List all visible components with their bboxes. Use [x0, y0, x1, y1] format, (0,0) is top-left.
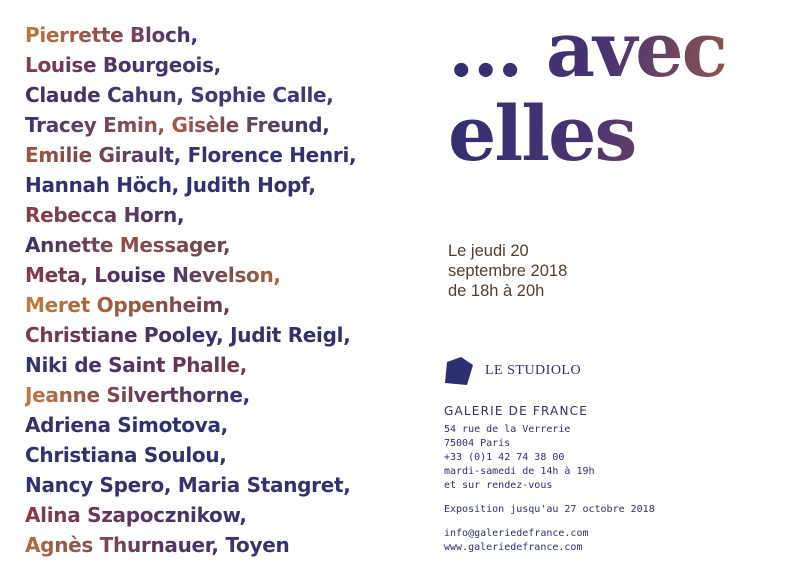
artist-line: Annette Messager,: [25, 230, 230, 260]
artist-line: Christiana Soulou,: [25, 440, 227, 470]
exhibition-end-date: Exposition jusqu'au 27 octobre 2018: [444, 504, 655, 515]
artist-row: [25, 230, 425, 260]
artist-row: [25, 20, 425, 50]
gallery-info: [444, 403, 655, 555]
gallery-hours-appointment: et sur rendez-vous: [444, 480, 553, 491]
artist-row: [25, 290, 425, 320]
artist-row: [25, 50, 425, 80]
gallery-hours: mardi-samedi de 14h à 19h: [444, 466, 595, 477]
artist-row: [25, 320, 425, 350]
artist-row: [25, 350, 425, 380]
studiolo-logo: [444, 356, 581, 386]
artist-line: Emilie Girault, Florence Henri,: [25, 140, 356, 170]
artist-line: Rebecca Horn,: [25, 200, 184, 230]
artist-line: Agnès Thurnauer, Toyen: [25, 530, 289, 560]
artist-line: Pierrette Bloch,: [25, 20, 198, 50]
event-date: [448, 241, 567, 301]
artist-row: [25, 410, 425, 440]
artist-list: [25, 20, 425, 560]
artist-line: Louise Bourgeois,: [25, 50, 221, 80]
title-line-1: ... avec: [448, 5, 726, 94]
artist-line: Hannah Höch, Judith Hopf,: [25, 170, 316, 200]
gallery-name: GALERIE DE FRANCE: [444, 404, 588, 418]
artist-row: [25, 470, 425, 500]
gallery-website-link[interactable]: www.galeriedefrance.com: [444, 542, 583, 553]
artist-line: Jeanne Silverthorne,: [25, 380, 250, 410]
artist-row: [25, 170, 425, 200]
artist-line: Meret Oppenheim,: [25, 290, 230, 320]
date-line-2: septembre 2018: [448, 262, 568, 280]
artist-line: Niki de Saint Phalle,: [25, 350, 247, 380]
artist-line: Claude Cahun, Sophie Calle,: [25, 80, 334, 110]
title-line-2: elles: [448, 89, 636, 178]
artist-line: Alina Szapocznikow,: [25, 500, 247, 530]
artist-line: Nancy Spero, Maria Stangret,: [25, 470, 351, 500]
date-line-1: Le jeudi 20: [448, 242, 529, 260]
date-line-3: de 18h à 20h: [448, 282, 545, 300]
spacer: [444, 493, 655, 503]
artist-row: [25, 110, 425, 140]
gallery-phone: +33 (0)1 42 74 38 00: [444, 452, 565, 463]
artist-line: Meta, Louise Nevelson,: [25, 260, 281, 290]
artist-row: [25, 530, 425, 560]
studiolo-pentagon-icon: [444, 356, 474, 386]
artist-row: [25, 380, 425, 410]
artist-row: [25, 440, 425, 470]
artist-row: [25, 200, 425, 230]
gallery-address-street: 54 rue de la Verrerie: [444, 424, 571, 435]
gallery-address-city: 75004 Paris: [444, 438, 511, 449]
artist-row: [25, 80, 425, 110]
artist-line: Tracey Emin, Gisèle Freund,: [25, 110, 330, 140]
gallery-email-link[interactable]: info@galeriedefrance.com: [444, 528, 589, 539]
artist-line: Adriena Simotova,: [25, 410, 228, 440]
artist-row: [25, 140, 425, 170]
studiolo-label: LE STUDIOLO: [485, 363, 582, 378]
artist-row: [25, 500, 425, 530]
exhibition-title: [448, 5, 788, 178]
spacer: [444, 517, 655, 527]
artist-row: [25, 260, 425, 290]
artist-line: Christiane Pooley, Judit Reigl,: [25, 320, 351, 350]
